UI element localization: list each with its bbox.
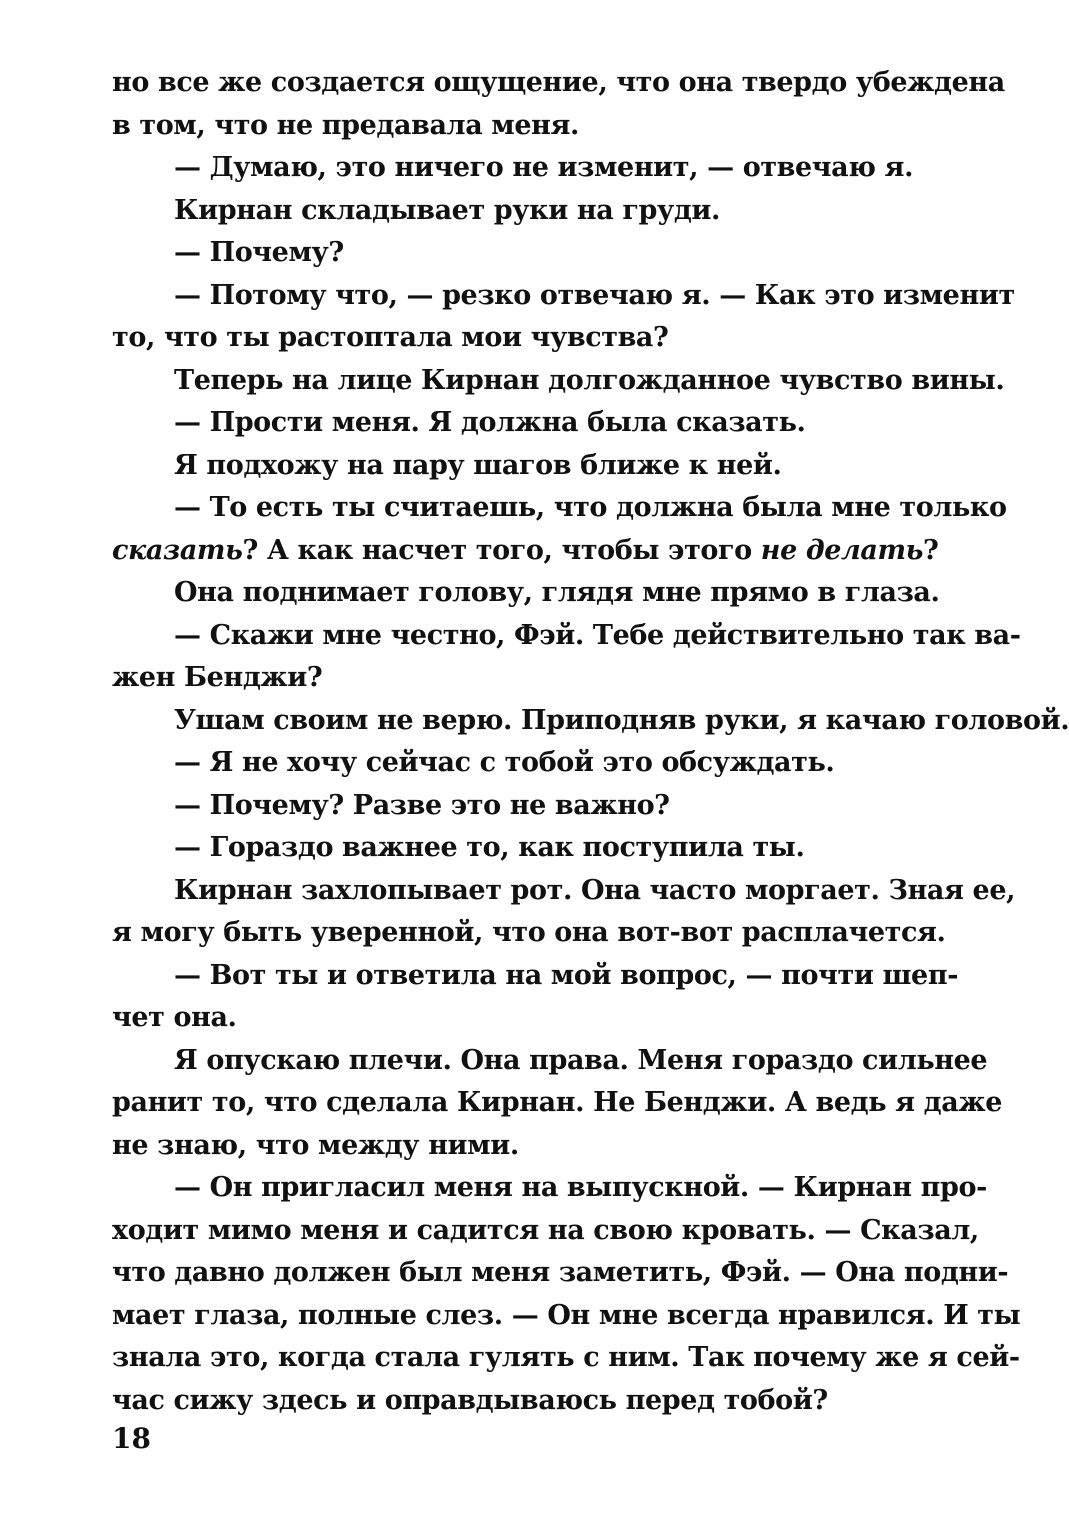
text-line: — Почему? Разве это не важно? [174,789,670,821]
text-line: чет она. [112,1002,237,1033]
text-line: Кирнан захлопывает рот. Она часто моргает. Зная ее, [174,874,1016,906]
text-line: в том, что не предавала меня. [112,109,580,141]
text-line: мает глаза, полные слез. — Он мне всегда нравился. И ты [112,1299,1021,1331]
text-line: ранит то, что сделала Кирнан. Не Бенджи. А ведь я даже [112,1087,1003,1118]
text-line: я могу быть уверенной, что она вот-вот расплачется. [112,917,946,948]
text-span: ? А как насчет того, чтобы этого [242,534,761,566]
text-line: — Скажи мне честно, Фэй. Тебе действительно так ва- [174,619,1021,651]
text-line: Она поднимает голову, глядя мне прямо в глаза. [174,577,940,608]
text-line: Я опускаю плечи. Она права. Меня гораздо сильнее [174,1044,988,1076]
text-line: Теперь на лице Кирнан долгожданное чувство вины. [174,364,1005,396]
italic-word: сказать [112,534,243,566]
text-line: то, что ты растоптала мои чувства? [112,322,669,353]
text-line: Я подхожу на пару шагов ближе к ней. [174,449,782,481]
italic-word: не делать [760,534,924,566]
text-line: знала это, когда стала гулять с ним. Так почему же я сей- [112,1342,1020,1373]
text-line: — Гораздо важнее то, как поступила ты. [174,832,805,863]
text-line: — Почему? [174,237,344,268]
text-line: но все же создается ощущение, что она твердо убеждена [112,67,1005,98]
text-line: — Он пригласил меня на выпускной. — Кирнан про- [174,1172,987,1203]
text-line: — Вот ты и ответила на мой вопрос, — почти шеп- [174,959,959,991]
text-line: Ушам своим не верю. Приподняв руки, я качаю головой. [174,704,1069,736]
page-number: 18 [112,1422,151,1455]
text-line: ходит мимо меня и садится на свою кровать. — Сказал, [112,1214,979,1246]
text-line: — Думаю, это ничего не изменит, — отвечаю я. [174,152,914,183]
text-line: Кирнан складывает руки на груди. [174,194,721,226]
text-line: — Потому что, — резко отвечаю я. — Как это изменит [174,279,1015,311]
text-line [112,530,939,573]
text-line: — Я не хочу сейчас с тобой это обсуждать. [174,747,835,778]
text-span: ? [923,534,939,566]
text-line: — Прости меня. Я должна была сказать. [174,407,806,438]
body-text [112,62,1069,1422]
text-line: не знаю, что между ними. [112,1129,519,1161]
text-line: час сижу здесь и оправдываюсь перед тобой? [112,1384,828,1416]
text-line: — То есть ты считаешь, что должна была мне только [174,492,1007,523]
text-line: что давно должен был меня заметить, Фэй. — Она подни- [112,1257,1009,1288]
text-line: жен Бенджи? [112,662,323,693]
